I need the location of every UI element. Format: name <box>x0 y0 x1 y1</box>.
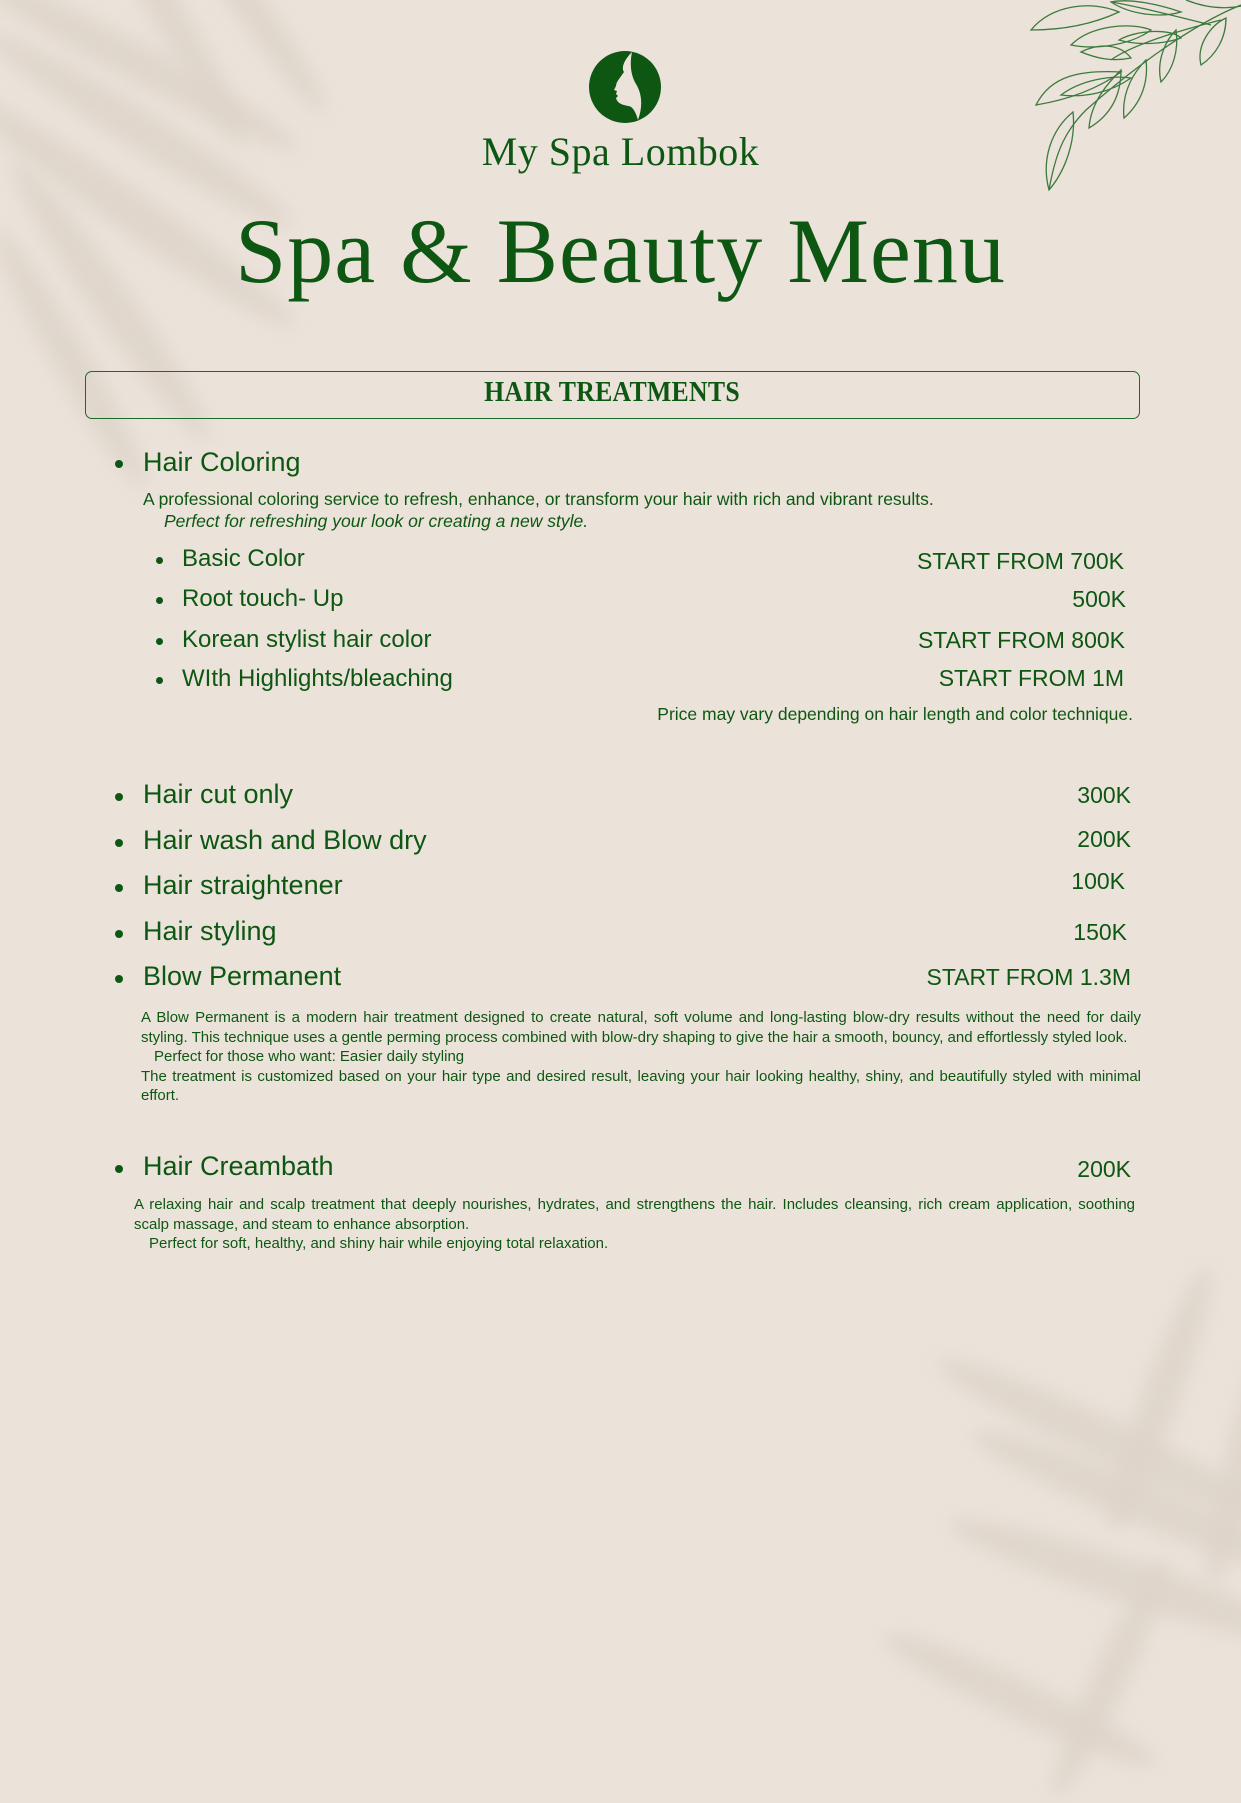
description-tagline: Perfect for those who want: Easier daily styling <box>154 1048 465 1065</box>
bullet-icon <box>156 677 163 684</box>
bullet-icon <box>115 460 123 468</box>
option-name: Root touch- Up <box>182 585 344 612</box>
bullet-icon <box>156 597 163 604</box>
page-title: Spa & Beauty Menu <box>235 200 1006 302</box>
service-name: Hair straightener <box>143 870 343 900</box>
blow-permanent-description <box>141 1008 1141 1106</box>
bullet-icon <box>115 793 123 801</box>
service-name: Hair Creambath <box>143 1151 334 1181</box>
option-name: Korean stylist hair color <box>182 626 432 653</box>
creambath-description <box>134 1195 1135 1254</box>
bullet-icon <box>115 884 123 892</box>
option-price: START FROM 800K <box>917 627 1125 653</box>
option-name: Basic Color <box>182 545 305 572</box>
bullet-icon <box>156 557 163 564</box>
bullet-icon <box>115 930 123 938</box>
section-heading: HAIR TREATMENTS <box>484 376 741 408</box>
service-name: Hair styling <box>143 916 277 946</box>
service-name: Hair cut only <box>143 779 294 809</box>
option-price: 500K <box>1072 586 1126 612</box>
description-detail: The treatment is customized based on your hair type and desired result, leaving your hair looking healthy, shiny, and beautifully styled with minimal effort. <box>141 1067 1141 1104</box>
option-name: WIth Highlights/bleaching <box>182 665 453 692</box>
service-price: START FROM 1.3M <box>926 964 1131 990</box>
service-price: 100K <box>1071 868 1125 894</box>
option-price: START FROM 1M <box>938 665 1124 691</box>
bullet-icon <box>115 975 123 983</box>
service-name: Hair Coloring <box>143 447 301 477</box>
bullet-icon <box>115 839 123 847</box>
section-heading-box <box>85 371 1140 419</box>
service-price: 150K <box>1073 919 1127 945</box>
description-text: A relaxing hair and scalp treatment that deeply nourishes, hydrates, and strengthens the hair. Includes cleansing, rich cream application, soothing scalp massage, and steam to enhance absorption. <box>134 1196 1135 1233</box>
description-text: A Blow Permanent is a modern hair treatment designed to create natural, soft volume and long-lasting blow-dry results without the need for daily styling. This technique uses a gentle perming process combined with blow-dry shaping to give the hair a smooth, bouncy, and effortlessly styled look. <box>141 1009 1141 1046</box>
bullet-icon <box>156 638 163 645</box>
description-tagline: Perfect for soft, healthy, and shiny hair while enjoying total relaxation. <box>149 1235 609 1252</box>
service-price: 300K <box>1077 782 1131 808</box>
service-price: 200K <box>1077 1156 1131 1182</box>
service-price: 200K <box>1077 826 1131 852</box>
service-name: Hair wash and Blow dry <box>143 825 427 855</box>
service-description: A professional coloring service to refresh, enhance, or transform your hair with rich and vibrant results. <box>143 489 934 509</box>
bullet-icon <box>115 1165 123 1173</box>
service-name: Blow Permanent <box>143 961 342 991</box>
price-note: Price may vary depending on hair length and color technique. <box>657 704 1133 724</box>
brand-name: My Spa Lombok <box>481 129 760 174</box>
woman-face-profile-icon <box>588 50 662 124</box>
service-tagline: Perfect for refreshing your look or creating a new style. <box>164 511 589 531</box>
option-price: START FROM 700K <box>916 548 1124 574</box>
